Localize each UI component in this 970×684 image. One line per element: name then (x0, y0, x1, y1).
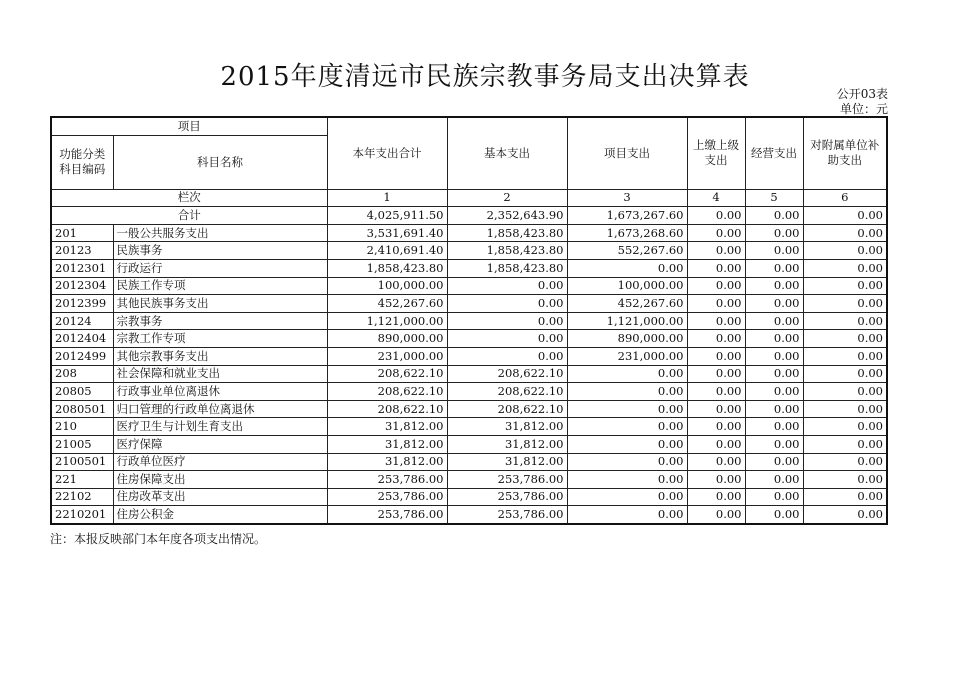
row-value: 0.00 (687, 224, 745, 242)
row-code: 208 (51, 365, 113, 383)
row-value: 1,121,000.00 (567, 312, 687, 330)
row-value: 0.00 (745, 259, 803, 277)
table-row (51, 435, 887, 453)
row-value: 208,622.10 (327, 365, 447, 383)
row-value: 0.00 (687, 242, 745, 260)
row-code: 2100501 (51, 453, 113, 471)
table-row (51, 400, 887, 418)
row-name: 社会保障和就业支出 (113, 365, 327, 383)
row-value: 208,622.10 (447, 365, 567, 383)
row-name: 医疗卫生与计划生育支出 (113, 418, 327, 436)
row-value: 31,812.00 (447, 418, 567, 436)
row-value: 31,812.00 (327, 453, 447, 471)
row-value: 0.00 (687, 347, 745, 365)
table-row (51, 471, 887, 489)
row-value: 31,812.00 (447, 435, 567, 453)
row-value: 890,000.00 (567, 330, 687, 348)
table-row (51, 312, 887, 330)
table-row (51, 295, 887, 313)
total-row (51, 207, 887, 225)
row-value: 208,622.10 (327, 400, 447, 418)
row-code: 21005 (51, 435, 113, 453)
index-3: 3 (567, 189, 687, 207)
row-name: 民族事务 (113, 242, 327, 260)
row-value: 0.00 (687, 506, 745, 524)
row-code: 2012304 (51, 277, 113, 295)
row-value: 0.00 (803, 312, 887, 330)
header-item: 项目 (51, 117, 327, 135)
index-label: 栏次 (51, 189, 327, 207)
row-value: 231,000.00 (567, 347, 687, 365)
row-value: 253,786.00 (447, 471, 567, 489)
row-value: 0.00 (687, 277, 745, 295)
row-value: 0.00 (803, 383, 887, 401)
row-code: 20124 (51, 312, 113, 330)
row-value: 0.00 (687, 400, 745, 418)
row-name: 一般公共服务支出 (113, 224, 327, 242)
header-col3: 项目支出 (567, 117, 687, 189)
row-code: 2012301 (51, 259, 113, 277)
total-value: 2,352,643.90 (447, 207, 567, 225)
row-value: 0.00 (687, 435, 745, 453)
header-col4: 上缴上级支出 (687, 117, 745, 189)
row-value: 0.00 (803, 347, 887, 365)
row-value: 0.00 (567, 488, 687, 506)
row-value: 253,786.00 (327, 471, 447, 489)
row-name: 其他民族事务支出 (113, 295, 327, 313)
table-row (51, 506, 887, 524)
row-value: 0.00 (745, 435, 803, 453)
row-name: 归口管理的行政单位离退休 (113, 400, 327, 418)
page-title: 2015年度清远市民族宗教事务局支出决算表 (220, 62, 750, 92)
row-code: 2210201 (51, 506, 113, 524)
row-value: 100,000.00 (327, 277, 447, 295)
row-value: 0.00 (803, 365, 887, 383)
row-value: 0.00 (687, 471, 745, 489)
row-name: 住房公积金 (113, 506, 327, 524)
row-value: 0.00 (803, 506, 887, 524)
row-value: 31,812.00 (447, 453, 567, 471)
row-name: 住房改革支出 (113, 488, 327, 506)
header-col5: 经营支出 (745, 117, 803, 189)
row-value: 1,673,268.60 (567, 224, 687, 242)
row-value: 0.00 (567, 435, 687, 453)
row-value: 0.00 (745, 365, 803, 383)
index-2: 2 (447, 189, 567, 207)
row-value: 0.00 (567, 383, 687, 401)
table-row (51, 330, 887, 348)
row-code: 201 (51, 224, 113, 242)
row-value: 0.00 (745, 506, 803, 524)
row-value: 0.00 (745, 418, 803, 436)
row-value: 0.00 (567, 259, 687, 277)
table-row (51, 224, 887, 242)
row-value: 0.00 (745, 488, 803, 506)
row-value: 253,786.00 (327, 488, 447, 506)
row-value: 1,858,423.80 (327, 259, 447, 277)
row-name: 行政事业单位离退休 (113, 383, 327, 401)
header-col2: 基本支出 (447, 117, 567, 189)
row-value: 0.00 (687, 330, 745, 348)
row-value: 0.00 (803, 277, 887, 295)
row-value: 0.00 (567, 471, 687, 489)
row-value: 3,531,691.40 (327, 224, 447, 242)
table-row (51, 242, 887, 260)
row-value: 0.00 (687, 488, 745, 506)
row-name: 医疗保障 (113, 435, 327, 453)
row-value: 0.00 (803, 295, 887, 313)
row-value: 0.00 (567, 418, 687, 436)
row-value: 31,812.00 (327, 435, 447, 453)
row-value: 0.00 (803, 471, 887, 489)
table-row (51, 418, 887, 436)
row-value: 208,622.10 (447, 400, 567, 418)
row-value: 0.00 (687, 453, 745, 471)
row-value: 0.00 (567, 365, 687, 383)
row-value: 0.00 (687, 295, 745, 313)
total-value: 0.00 (745, 207, 803, 225)
header-col6: 对附属单位补助支出 (803, 117, 887, 189)
row-value: 0.00 (447, 347, 567, 365)
row-code: 2012499 (51, 347, 113, 365)
row-value: 0.00 (567, 400, 687, 418)
row-value: 31,812.00 (327, 418, 447, 436)
total-value: 0.00 (687, 207, 745, 225)
row-code: 221 (51, 471, 113, 489)
header-col1: 本年支出合计 (327, 117, 447, 189)
form-number: 公开03表 (836, 87, 888, 101)
header-subject-name: 科目名称 (113, 135, 327, 189)
row-value: 0.00 (745, 330, 803, 348)
row-value: 253,786.00 (327, 506, 447, 524)
row-value: 0.00 (803, 488, 887, 506)
table-row (51, 347, 887, 365)
row-value: 0.00 (745, 242, 803, 260)
row-value: 1,858,423.80 (447, 259, 567, 277)
row-name: 其他宗教事务支出 (113, 347, 327, 365)
table-row (51, 488, 887, 506)
index-1: 1 (327, 189, 447, 207)
row-value: 0.00 (803, 224, 887, 242)
row-value: 2,410,691.40 (327, 242, 447, 260)
row-value: 1,858,423.80 (447, 224, 567, 242)
row-value: 231,000.00 (327, 347, 447, 365)
row-value: 0.00 (803, 242, 887, 260)
index-5: 5 (745, 189, 803, 207)
row-value: 208,622.10 (327, 383, 447, 401)
row-value: 0.00 (745, 277, 803, 295)
row-value: 0.00 (447, 330, 567, 348)
row-value: 890,000.00 (327, 330, 447, 348)
row-value: 0.00 (567, 506, 687, 524)
row-value: 0.00 (745, 224, 803, 242)
row-value: 0.00 (447, 277, 567, 295)
row-value: 0.00 (745, 400, 803, 418)
row-value: 0.00 (687, 312, 745, 330)
row-code: 2080501 (51, 400, 113, 418)
row-value: 100,000.00 (567, 277, 687, 295)
row-value: 0.00 (745, 471, 803, 489)
header-func-code: 功能分类科目编码 (51, 135, 113, 189)
table-row (51, 259, 887, 277)
row-name: 民族工作专项 (113, 277, 327, 295)
table-row (51, 453, 887, 471)
row-name: 宗教工作专项 (113, 330, 327, 348)
row-value: 0.00 (687, 365, 745, 383)
row-value: 1,858,423.80 (447, 242, 567, 260)
row-value: 0.00 (687, 383, 745, 401)
total-value: 0.00 (803, 207, 887, 225)
table-row (51, 383, 887, 401)
row-value: 0.00 (687, 418, 745, 436)
row-name: 住房保障支出 (113, 471, 327, 489)
row-value: 452,267.60 (327, 295, 447, 313)
row-value: 208,622.10 (447, 383, 567, 401)
row-value: 253,786.00 (447, 488, 567, 506)
expenditure-table (50, 116, 888, 525)
row-value: 452,267.60 (567, 295, 687, 313)
row-code: 20123 (51, 242, 113, 260)
row-value: 552,267.60 (567, 242, 687, 260)
row-value: 0.00 (745, 295, 803, 313)
total-label: 合计 (51, 207, 327, 225)
row-code: 210 (51, 418, 113, 436)
row-value: 0.00 (745, 347, 803, 365)
row-code: 22102 (51, 488, 113, 506)
row-value: 0.00 (567, 453, 687, 471)
row-value: 0.00 (803, 453, 887, 471)
total-value: 1,673,267.60 (567, 207, 687, 225)
row-value: 0.00 (803, 435, 887, 453)
table-row (51, 365, 887, 383)
total-value: 4,025,911.50 (327, 207, 447, 225)
row-value: 0.00 (745, 312, 803, 330)
row-code: 2012404 (51, 330, 113, 348)
row-name: 行政单位医疗 (113, 453, 327, 471)
row-value: 0.00 (803, 330, 887, 348)
row-value: 0.00 (745, 453, 803, 471)
row-value: 0.00 (745, 383, 803, 401)
row-code: 2012399 (51, 295, 113, 313)
row-value: 1,121,000.00 (327, 312, 447, 330)
row-value: 0.00 (803, 259, 887, 277)
footnote: 注：本报反映部门本年度各项支出情况。 (50, 532, 267, 546)
row-value: 0.00 (687, 259, 745, 277)
row-value: 0.00 (803, 400, 887, 418)
table-row (51, 277, 887, 295)
unit-label: 单位：元 (839, 102, 888, 116)
row-value: 0.00 (447, 312, 567, 330)
row-name: 宗教事务 (113, 312, 327, 330)
row-value: 0.00 (447, 295, 567, 313)
index-6: 6 (803, 189, 887, 207)
row-value: 0.00 (803, 418, 887, 436)
row-value: 253,786.00 (447, 506, 567, 524)
row-code: 20805 (51, 383, 113, 401)
row-name: 行政运行 (113, 259, 327, 277)
index-4: 4 (687, 189, 745, 207)
